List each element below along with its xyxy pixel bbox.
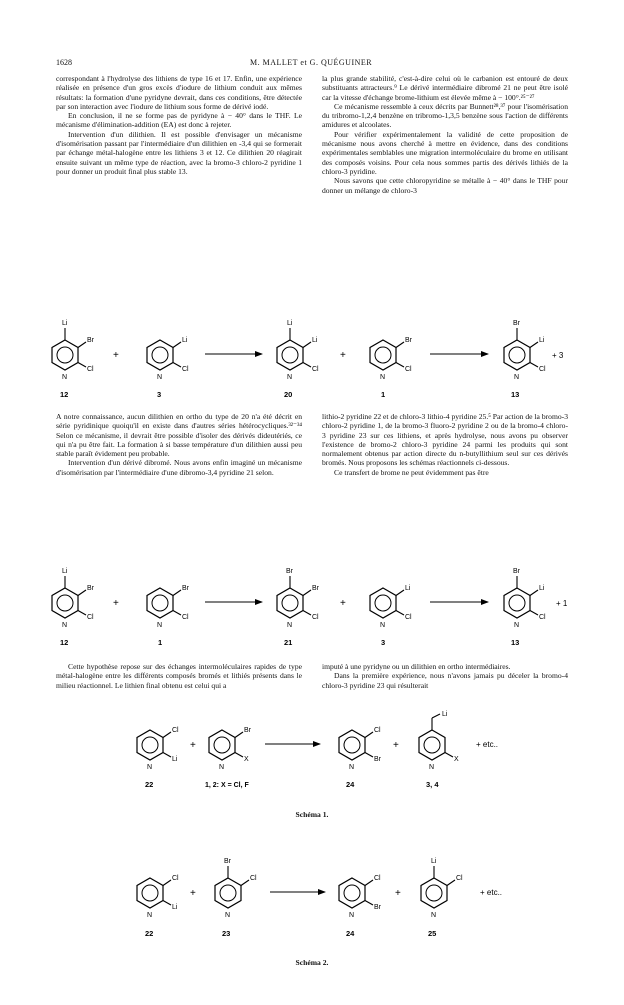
svg-text:N: N [62, 374, 68, 381]
compound-label: 24 [346, 929, 355, 938]
svg-text:Li: Li [172, 756, 178, 763]
structure-24 [339, 727, 382, 771]
plus-sign: + [113, 598, 119, 609]
svg-text:Cl: Cl [312, 614, 319, 621]
svg-text:Li: Li [182, 337, 188, 344]
svg-text:Cl: Cl [172, 727, 179, 734]
svg-text:Li: Li [405, 585, 411, 592]
reaction-scheme-4 [0, 838, 624, 948]
svg-text:Li: Li [62, 320, 68, 327]
side-product: + 3 [552, 351, 564, 360]
structure-20 [277, 320, 319, 381]
paragraph: Ce mécanisme ressemble à ceux décrits par Bunnett²⁸,³⁷ pour l'isomérisation du tribromo-1,2,4 benzène en tribromo-1,3,5 benzène sous l'action de différents amidures et alcoolates. [322, 101, 568, 130]
svg-text:N: N [147, 764, 153, 771]
svg-text:N: N [147, 912, 153, 919]
svg-text:N: N [349, 912, 355, 919]
svg-text:Br: Br [312, 585, 319, 592]
compound-label: 3 [157, 390, 162, 399]
plus-sign: + [190, 888, 196, 899]
svg-text:Br: Br [374, 904, 381, 911]
etc-label: + etc.. [476, 740, 499, 749]
svg-text:N: N [219, 764, 225, 771]
plus-sign: + [113, 350, 119, 361]
compound-label: 12 [60, 390, 69, 399]
svg-text:Cl: Cl [405, 614, 412, 621]
svg-text:Br: Br [87, 585, 94, 592]
compound-label: 3, 4 [426, 780, 439, 789]
paragraph: En conclusion, il ne se forme pas de pyridyne à − 40° dans le THF. Le mécanisme d'élimination-addition (EA) est donc à rejeter. [56, 111, 302, 130]
svg-text:Cl: Cl [312, 366, 319, 373]
svg-text:Li: Li [287, 320, 293, 327]
text-block-2-right [322, 412, 568, 477]
compound-label: 20 [284, 390, 293, 399]
structure-3 [370, 585, 412, 629]
structure-13 [504, 320, 546, 381]
compound-label: 13 [511, 390, 520, 399]
reaction-scheme-3 [0, 705, 624, 800]
svg-text:Br: Br [405, 337, 412, 344]
text-block-3-left [56, 662, 302, 690]
structure-1 [370, 337, 413, 381]
reaction-scheme-1 [0, 300, 624, 410]
svg-text:Br: Br [87, 337, 94, 344]
structure-12 [52, 320, 95, 381]
compound-label: 1 [381, 390, 386, 399]
svg-text:Cl: Cl [250, 875, 257, 882]
compound-label: 3 [381, 638, 386, 647]
svg-text:N: N [225, 912, 231, 919]
svg-text:X: X [244, 756, 249, 763]
plus-sign: + [395, 888, 401, 899]
paragraph: Intervention d'un dilithien. Il est possible d'envisager un mécanisme d'isomérisation passant par l'intermédiaire d'un dilithien en -3,4 qui se formerait par échange métal-halogène entre les lithiens 3 et 12. Ce dilithien 20 réagirait ensuite suivant un même type de réaction, avec la bromo-3 chloro-2 pyridine 1 pour donner un produit final plus stable 13. [56, 129, 302, 176]
compound-label: 21 [284, 638, 293, 647]
compound-label: 13 [511, 638, 520, 647]
paragraph: lithio-2 pyridine 22 et de chloro-3 lithio-4 pyridine 25.⁵ Par action de la bromo-3 chloro-2 pyridine 1, de la bromo-3 fluoro-2 pyridine 2 ou de la bromo-4 chloro-3 pyridine 23 sur ces lithiens, et après hydrolyse, nous avons pu observer l'existence de bromo-2 chloro-3 pyridine 24 parmi les produits qui sont normalement obtenus par action directe du n-butyllithium seul sur ces dérivés bromés. Nous proposons les schémas réactionnels ci-dessous. [322, 412, 568, 468]
svg-text:Br: Br [513, 568, 520, 575]
side-product: + 1 [556, 599, 568, 608]
structure-1-2 [209, 727, 252, 771]
svg-text:Li: Li [442, 711, 448, 718]
svg-text:N: N [514, 374, 520, 381]
running-header-authors: M. MALLET et G. QUÉGUINER [250, 58, 373, 67]
text-block-2-left [56, 412, 302, 477]
compound-label: 24 [346, 780, 355, 789]
compound-label: 1 [158, 638, 163, 647]
text-block-1-right [322, 74, 568, 195]
svg-text:Cl: Cl [87, 366, 94, 373]
paragraph: A notre connaissance, aucun dilithien en ortho du type de 20 n'a été décrit en série pyridinique quoiqu'il en existe dans d'autres séries hétérocycliques.³²⁻³⁴ Selon ce mécanisme, il devrait être possible d'isoler des dérivés dideutériés, ce qui n'a pu être fait. La formation à si basse température d'un dilithien aussi peu stable paraît évidement peu probable. [56, 412, 302, 459]
compound-label: 12 [60, 638, 69, 647]
paragraph: Intervention d'un dérivé dibromé. Nous avons enfin imaginé un mécanisme d'isomérisation par l'intermédiaire d'une dibromo-3,4 pyridine 21 selon. [56, 458, 302, 477]
structure-12 [52, 568, 95, 629]
svg-text:Br: Br [374, 756, 381, 763]
svg-text:N: N [62, 622, 68, 629]
paragraph: Ce transfert de brome ne peut évidemment pas être [334, 467, 489, 477]
paragraph: Nous savons que cette chloropyridine se métalle à − 40° dans le THF pour donner un mélange de chloro-3 [322, 176, 568, 195]
svg-text:Li: Li [431, 858, 437, 865]
svg-text:Cl: Cl [539, 614, 546, 621]
plus-sign: + [340, 598, 346, 609]
svg-text:N: N [157, 622, 163, 629]
svg-text:Br: Br [224, 858, 231, 865]
structure-22 [137, 727, 179, 771]
scheme-caption-2: Schéma 2. [295, 958, 329, 967]
svg-text:Cl: Cl [87, 614, 94, 621]
svg-text:Li: Li [539, 585, 545, 592]
structure-1 [147, 585, 190, 629]
svg-text:Cl: Cl [172, 875, 179, 882]
structure-23 [215, 858, 257, 919]
text-block-1-left [56, 74, 302, 176]
etc-label: + etc.. [480, 888, 503, 897]
structure-3 [147, 337, 189, 381]
paragraph: la plus grande stabilité, c'est-à-dire celui où le carbanion est entouré de deux substituants attracteurs.⁹ Le dérivé intermédiaire dibromé 21 ne peut être isolé car la vitesse d'échange brome-lithium est élevée même à − 100°.²⁵⁻²⁷ [322, 74, 568, 102]
svg-text:N: N [380, 374, 386, 381]
paragraph: imputé à une pyridyne ou un dilithien en ortho intermédiaires. [322, 662, 511, 671]
plus-sign: + [393, 740, 399, 751]
svg-text:Cl: Cl [182, 614, 189, 621]
svg-text:Cl: Cl [456, 875, 463, 882]
reaction-scheme-2 [0, 555, 624, 655]
paragraph: correspondant à l'hydrolyse des lithiens de type 16 et 17. Enfin, une expérience réalisée en présence d'un gros excès d'iodure de lithium conduit aux mêmes résultats: la formation d'une pyridyne devrait, dans ces conditions, être détectée par son interaction avec l'iodure de lithium sous forme de dérivé iodé. [56, 74, 302, 111]
structure-13 [504, 568, 546, 629]
svg-text:Li: Li [539, 337, 545, 344]
structure-24 [339, 875, 382, 919]
svg-text:N: N [431, 912, 437, 919]
svg-text:Li: Li [172, 904, 178, 911]
compound-label: 22 [145, 780, 154, 789]
svg-text:Li: Li [62, 568, 68, 575]
paragraph: Cette hypothèse repose sur des échanges intermoléculaires rapides de type métal-halogène entre les différents composés bromés et lithiés présents dans le milieu réactionnel. Le lithien final obtenu est celui qui a [56, 662, 302, 690]
plus-sign: + [340, 350, 346, 361]
svg-text:N: N [349, 764, 355, 771]
svg-text:N: N [287, 622, 293, 629]
svg-text:Cl: Cl [405, 366, 412, 373]
svg-text:Cl: Cl [539, 366, 546, 373]
compound-label: 23 [222, 929, 231, 938]
svg-text:N: N [380, 622, 386, 629]
structure-25 [421, 858, 463, 919]
svg-text:Br: Br [244, 727, 251, 734]
svg-text:Br: Br [286, 568, 293, 575]
structure-3-4 [419, 711, 459, 771]
svg-text:Li: Li [312, 337, 318, 344]
svg-text:Br: Br [513, 320, 520, 327]
text-block-3-right [322, 662, 568, 690]
structure-21 [277, 568, 320, 629]
svg-text:Cl: Cl [374, 727, 381, 734]
scheme-caption-1: Schéma 1. [295, 810, 329, 819]
svg-text:N: N [157, 374, 163, 381]
compound-label: 25 [428, 929, 437, 938]
paragraph: Dans la première expérience, nous n'avons jamais pu déceler la bromo-4 chloro-3 pyridine 23 qui résulterait [322, 671, 568, 690]
svg-text:Br: Br [182, 585, 189, 592]
svg-text:Cl: Cl [374, 875, 381, 882]
plus-sign: + [190, 740, 196, 751]
svg-text:N: N [429, 764, 435, 771]
svg-text:N: N [514, 622, 520, 629]
svg-text:Cl: Cl [182, 366, 189, 373]
page-number: 1628 [56, 58, 72, 67]
structure-22 [137, 875, 179, 919]
paragraph: Pour vérifier expérimentalement la validité de cette proposition de mécanisme nous avons cherché à mettre en évidence, dans des conditions expérimentales semblables une migration intermoléculaire du brome en utilisant des composés voisins. Pour cela nous sommes partis des dérivés lithiés de la chloro-3 pyridine. [322, 129, 568, 176]
compound-label: 1, 2: X = Cl, F [205, 782, 249, 789]
svg-text:X: X [454, 756, 459, 763]
svg-text:N: N [287, 374, 293, 381]
compound-label: 22 [145, 929, 154, 938]
